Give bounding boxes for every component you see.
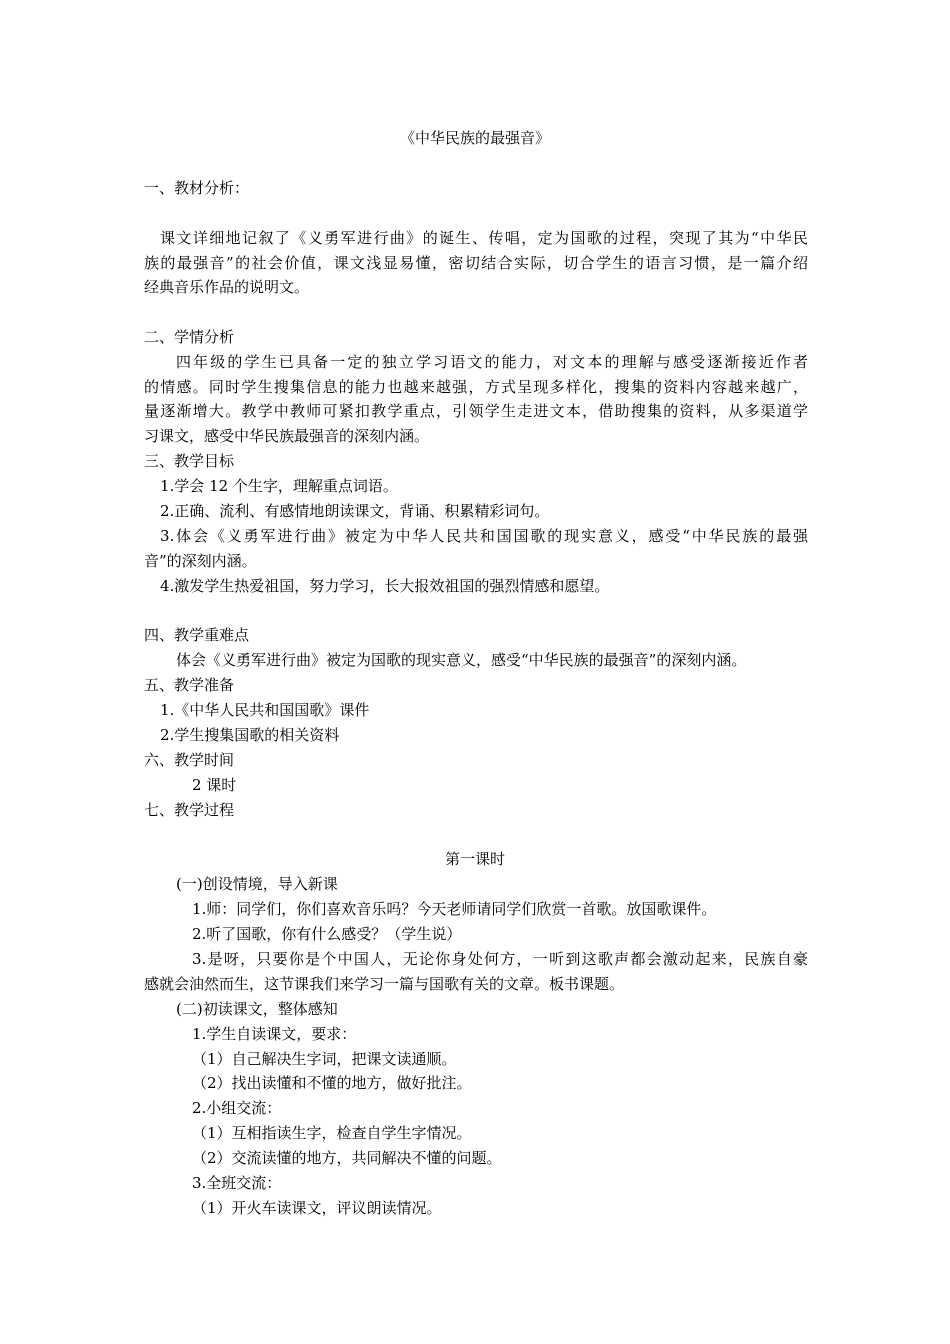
list-item: 1.学会 12 个生字，理解重点词语。: [160, 477, 398, 495]
step-line: 1.学生自读课文，要求：: [192, 1025, 357, 1043]
paragraph-line: 族的最强音”的社会价值，课文浅显易懂，密切结合实际，切合学生的语言习惯，是一篇介绍: [144, 254, 808, 272]
step-line: 2.小组交流：: [192, 1099, 282, 1117]
step-line: （1）互相指读生字，检查自学生字情况。: [192, 1124, 472, 1142]
step-line: 2.听了国歌，你有什么感受？（学生说）: [192, 925, 462, 943]
paragraph-line: 的情感。同时学生搜集信息的能力也越来越强，方式呈现多样化，搜集的资料内容越来越广，: [144, 378, 808, 396]
step-line: 3.全班交流：: [192, 1174, 282, 1192]
paragraph-line: 习课文，感受中华民族最强音的深刻内涵。: [144, 427, 430, 445]
step-line: 1.师：同学们，你们喜欢音乐吗？今天老师请同学们欣赏一首歌。放国歌课件。: [192, 900, 717, 918]
section-heading-7: 七、教学过程: [144, 801, 235, 819]
step-line: （1）自己解决生字词，把课文读通顺。: [192, 1050, 457, 1068]
paragraph-line: 经典音乐作品的说明文。: [144, 278, 310, 296]
section-heading-5: 五、教学准备: [144, 676, 235, 694]
paragraph-line: 量逐渐增大。教学中教师可紧扣教学重点，引领学生走进文本，借助搜集的资料，从多渠道学: [144, 402, 808, 420]
list-item-continuation: 音”的深刻内涵。: [144, 552, 257, 570]
list-item: 2.正确、流利、有感情地朗读课文，背诵、积累精彩词句。: [160, 502, 550, 520]
paragraph-line: 课文详细地记叙了《义勇军进行曲》的诞生、传唱，定为国歌的过程，突现了其为“中华民: [160, 229, 808, 247]
list-item: 3.体会《义勇军进行曲》被定为中华人民共和国国歌的现实意义，感受“中华民族的最强: [160, 527, 808, 545]
subsection-heading: (二)初读课文，整体感知: [176, 1000, 338, 1018]
lesson-title: 第一课时: [444, 850, 505, 868]
section-heading-1: 一、教材分析：: [144, 179, 250, 197]
step-line: （1）开火车读课文，评议朗读情况。: [192, 1199, 442, 1217]
section-heading-2: 二、学情分析: [144, 328, 235, 346]
section-heading-3: 三、教学目标: [144, 452, 235, 470]
paragraph-line: 体会《义勇军进行曲》被定为国歌的现实意义，感受“中华民族的最强音”的深刻内涵。: [176, 651, 747, 669]
document-title: 《中华民族的最强音》: [399, 129, 550, 147]
step-line: （2）交流读懂的地方，共同解决不懂的问题。: [192, 1149, 502, 1167]
list-item: 4.激发学生热爱祖国，努力学习，长大报效祖国的强烈情感和愿望。: [160, 577, 610, 595]
paragraph-line: 四年级的学生已具备一定的独立学习语文的能力，对文本的理解与感受逐渐接近作者: [176, 353, 808, 371]
list-item: 2.学生搜集国歌的相关资料: [160, 726, 340, 744]
teaching-time-value: 2 课时: [192, 776, 237, 794]
subsection-heading: (一)创设情境，导入新课: [176, 875, 338, 893]
section-heading-4: 四、教学重难点: [144, 626, 250, 644]
step-line: （2）找出读懂和不懂的地方，做好批注。: [192, 1074, 472, 1092]
list-item: 1.《中华人民共和国国歌》课件: [160, 701, 370, 719]
step-line: 3.是呀，只要你是个中国人，无论你身处何方，一听到这歌声都会激动起来，民族自豪: [192, 950, 808, 968]
step-line: 感就会油然而生，这节课我们来学习一篇与国歌有关的文章。板书课题。: [144, 975, 625, 993]
section-heading-6: 六、教学时间: [144, 751, 235, 769]
